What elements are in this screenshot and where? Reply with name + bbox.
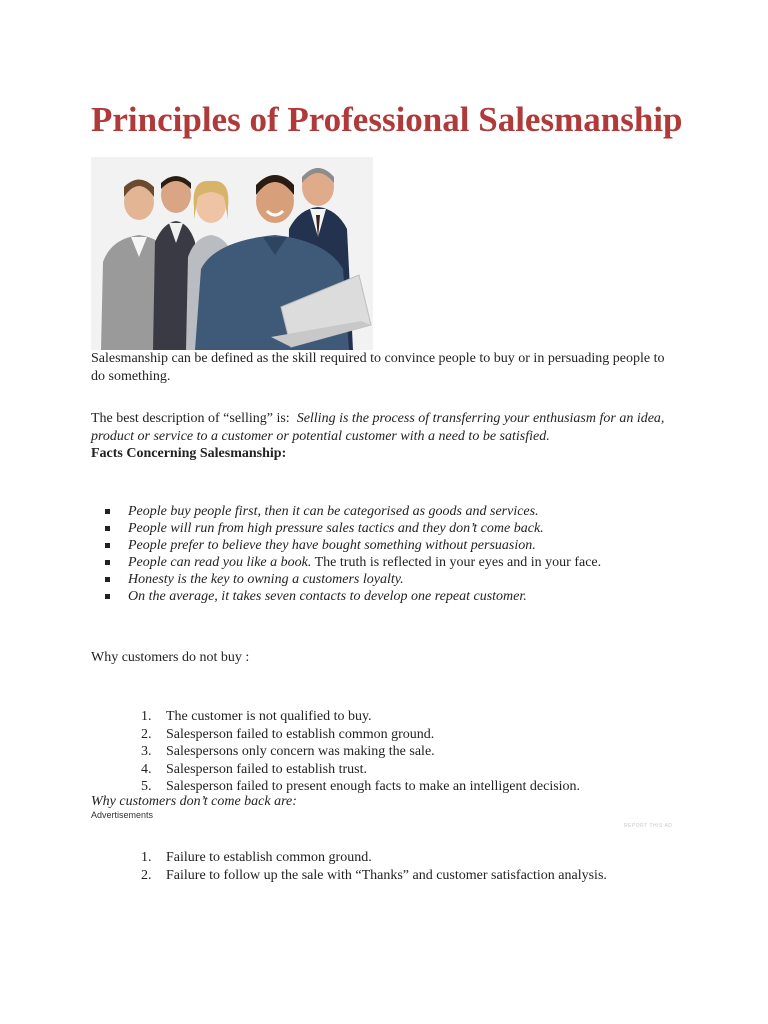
bullet-square-icon <box>105 543 110 548</box>
list-item: 3. Salespersons only concern was making the sale. <box>141 744 435 760</box>
list-item: 2. Salesperson failed to establish common ground. <box>141 726 435 742</box>
dont-come-back-heading: Why customers don’t come back are: <box>91 794 297 809</box>
bullet-square-icon <box>105 594 110 599</box>
selling-prefix: The best description of “selling” is: <box>91 411 290 426</box>
list-item: 1. The customer is not qualified to buy. <box>141 709 372 724</box>
bullet-square-icon <box>105 577 110 582</box>
bullet-square-icon <box>105 560 110 565</box>
list-item: People prefer to believe they have bought something without persuasion. <box>91 537 601 554</box>
dont-come-back-list <box>91 849 607 884</box>
list-item: 2. Failure to follow up the sale with “Thanks” and customer satisfaction analysis. <box>141 867 607 883</box>
list-item: 4. Salesperson failed to establish trust. <box>141 761 368 777</box>
bullet-square-icon <box>105 509 110 514</box>
list-item: 1. Failure to establish common ground. <box>141 850 372 865</box>
selling-definition <box>91 410 671 446</box>
list-item: On the average, it takes seven contacts to develop one repeat customer. <box>91 588 601 605</box>
facts-list <box>91 503 601 605</box>
intro-paragraph: Salesmanship can be defined as the skill required to convince people to buy or in persuading people to do something. <box>91 351 665 384</box>
business-team-photo <box>91 157 373 350</box>
list-item: People can read you like a book. The truth is reflected in your eyes and in your face. <box>91 554 601 571</box>
advertisements-label: Advertisements <box>91 810 154 820</box>
list-item: People buy people first, then it can be categorised as goods and services. <box>91 503 601 520</box>
selling-quote: Selling is the process of transferring your enthusiasm for an idea, product or service to a customer or potential customer with a need to be satisfied. <box>91 411 665 444</box>
page-title: Principles of Professional Salesmanship <box>91 100 683 139</box>
report-ad-link[interactable]: REPORT THIS AD <box>624 823 673 829</box>
why-not-buy-heading: Why customers do not buy : <box>91 650 250 665</box>
bullet-square-icon <box>105 526 110 531</box>
facts-heading: Facts Concerning Salesmanship: <box>91 446 287 461</box>
list-item: Honesty is the key to owning a customers loyalty. <box>91 571 601 588</box>
list-item: People will run from high pressure sales tactics and they don’t come back. <box>91 520 601 537</box>
why-not-buy-list <box>91 708 580 796</box>
list-item: 5. Salesperson failed to present enough facts to make an intelligent decision. <box>141 779 581 795</box>
